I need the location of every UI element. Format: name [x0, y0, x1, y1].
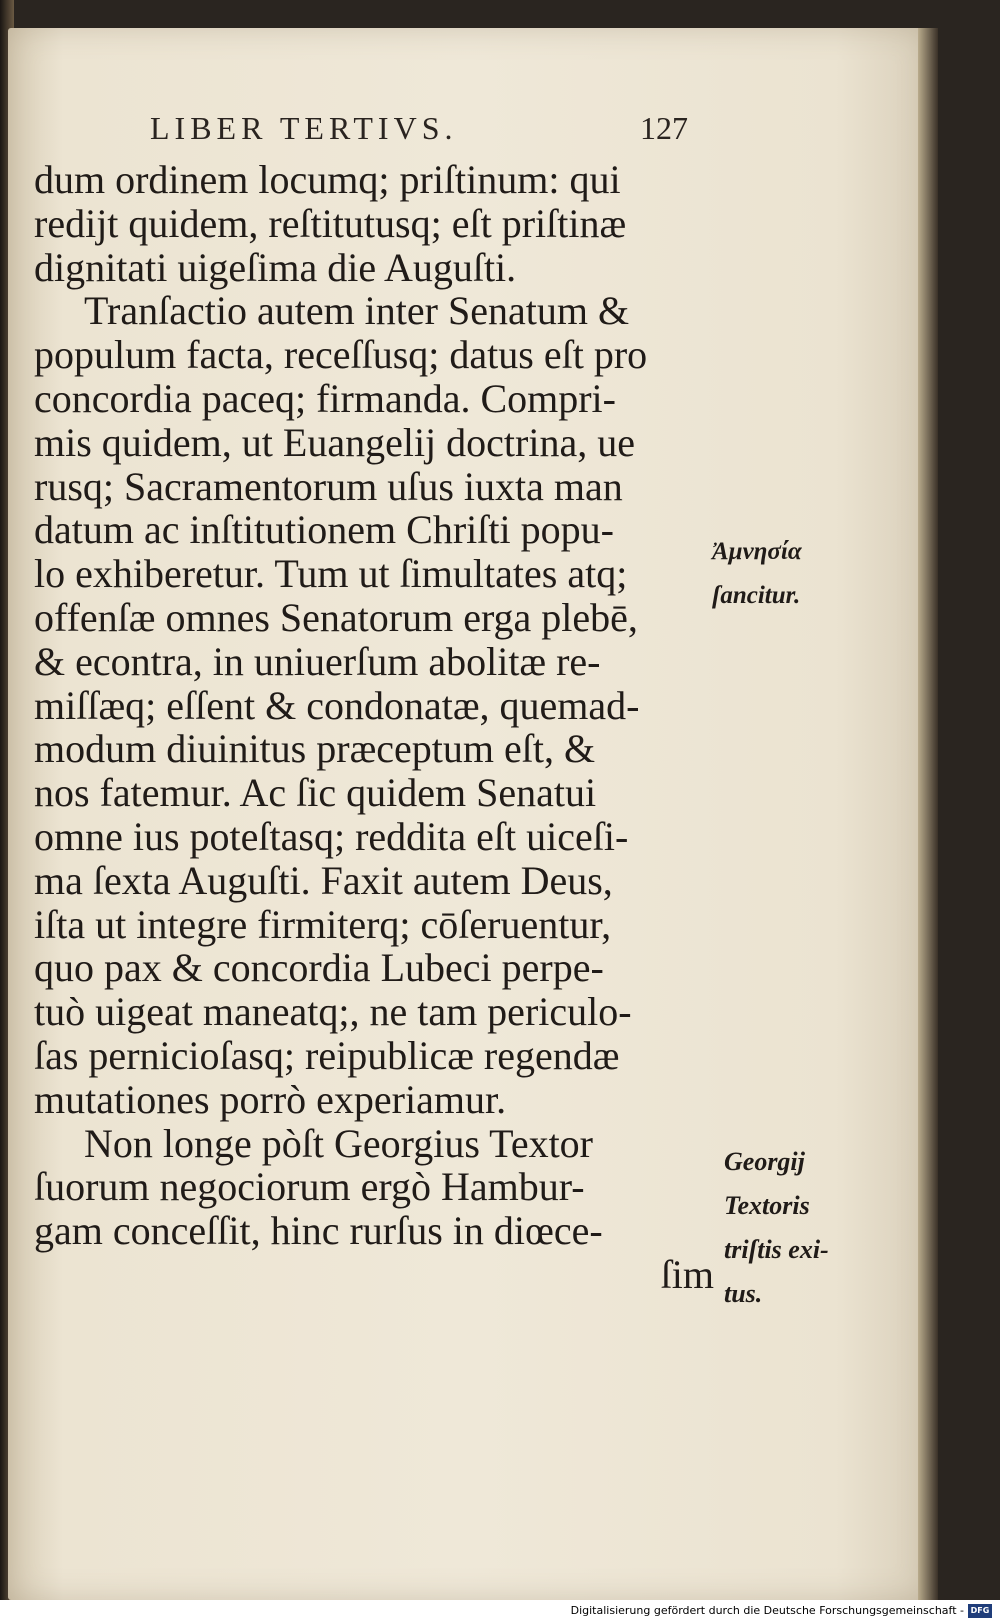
text-line: mutationes porrò experiamur.: [34, 1076, 507, 1122]
marginal-line: Georgij: [724, 1147, 805, 1176]
marginal-line: Ἀμνησία: [712, 538, 802, 565]
page-edge-shadow: [918, 28, 938, 1600]
text-line: rusq; Sacramentorum uſus iuxta man: [34, 463, 623, 509]
text-line: iſta ut integre firmiterq; cōſeruentur,: [34, 901, 612, 947]
text-line: lo exhiberetur. Tum ut ſimultates atq;: [34, 551, 628, 597]
text-line: Non longe pòſt Georgius Textor: [84, 1120, 594, 1166]
marginal-line: triſtis exi-: [724, 1235, 829, 1264]
marginal-note-textor: [724, 1140, 829, 1316]
digitization-footer: [0, 1600, 1000, 1621]
text-line: modum diuinitus præceptum eſt, &: [34, 726, 596, 772]
marginal-note-amnesty: [712, 530, 802, 618]
text-line: nos fatemur. Ac ſic quidem Senatui: [34, 770, 597, 816]
marginal-line: ſancitur.: [712, 582, 801, 609]
text-line: Tranſactio autem inter Senatum &: [84, 288, 630, 334]
text-line: dignitati uigeſima die Auguſti.: [34, 244, 517, 290]
page-number: 127: [640, 110, 688, 146]
text-line: dum ordinem locumq; priſtinum: qui: [34, 157, 621, 202]
footer-credit: Digitalisierung gefördert durch die Deutsche Forschungsgemeinschaft -: [570, 1604, 964, 1617]
text-line: omne ius poteſtasq; reddita eſt uiceſi-: [34, 813, 629, 859]
dfg-logo-icon: DFG: [968, 1604, 992, 1618]
text-line: & econtra, in uniuerſum abolitæ re-: [34, 638, 601, 684]
catchword: ſim: [660, 1251, 714, 1297]
text-line: mis quidem, ut Euangelij doctrina, ue: [34, 419, 635, 465]
text-line: gam conceſſit, hinc rurſus in diœce-: [34, 1208, 603, 1254]
text-line: datum ac inſtitutionem Chriſti popu-: [34, 507, 614, 553]
text-line: rediјt quidem, reſtitutusq; eſt priſtinæ: [34, 200, 627, 246]
text-line: miſſæq; eſſent & condonatæ, quemad-: [34, 682, 640, 728]
marginal-line: tus.: [724, 1279, 763, 1308]
running-header: [150, 110, 690, 150]
marginal-line: Textoris: [724, 1191, 810, 1220]
text-line: tuò uigeat maneatq;, ne tam periculo-: [34, 989, 632, 1035]
running-title: LIBER TERTIVS.: [150, 110, 458, 146]
text-line: concordia paceq; firmanda. Compri-: [34, 375, 616, 421]
text-line: quo pax & concordia Lubeci perpe-: [34, 945, 604, 991]
text-line: populum facta, receſſusq; datus eſt pro: [34, 332, 648, 378]
text-line: ſuorum negociorum ergò Hambur-: [34, 1164, 585, 1210]
text-line: ſas pernicioſasq; reipublicæ regendæ: [34, 1032, 620, 1078]
body-text: [34, 158, 714, 1297]
text-line: offenſæ omnes Senatorum erga plebē,: [34, 594, 638, 640]
text-line: ma ſexta Auguſti. Faxit autem Deus,: [34, 857, 613, 903]
